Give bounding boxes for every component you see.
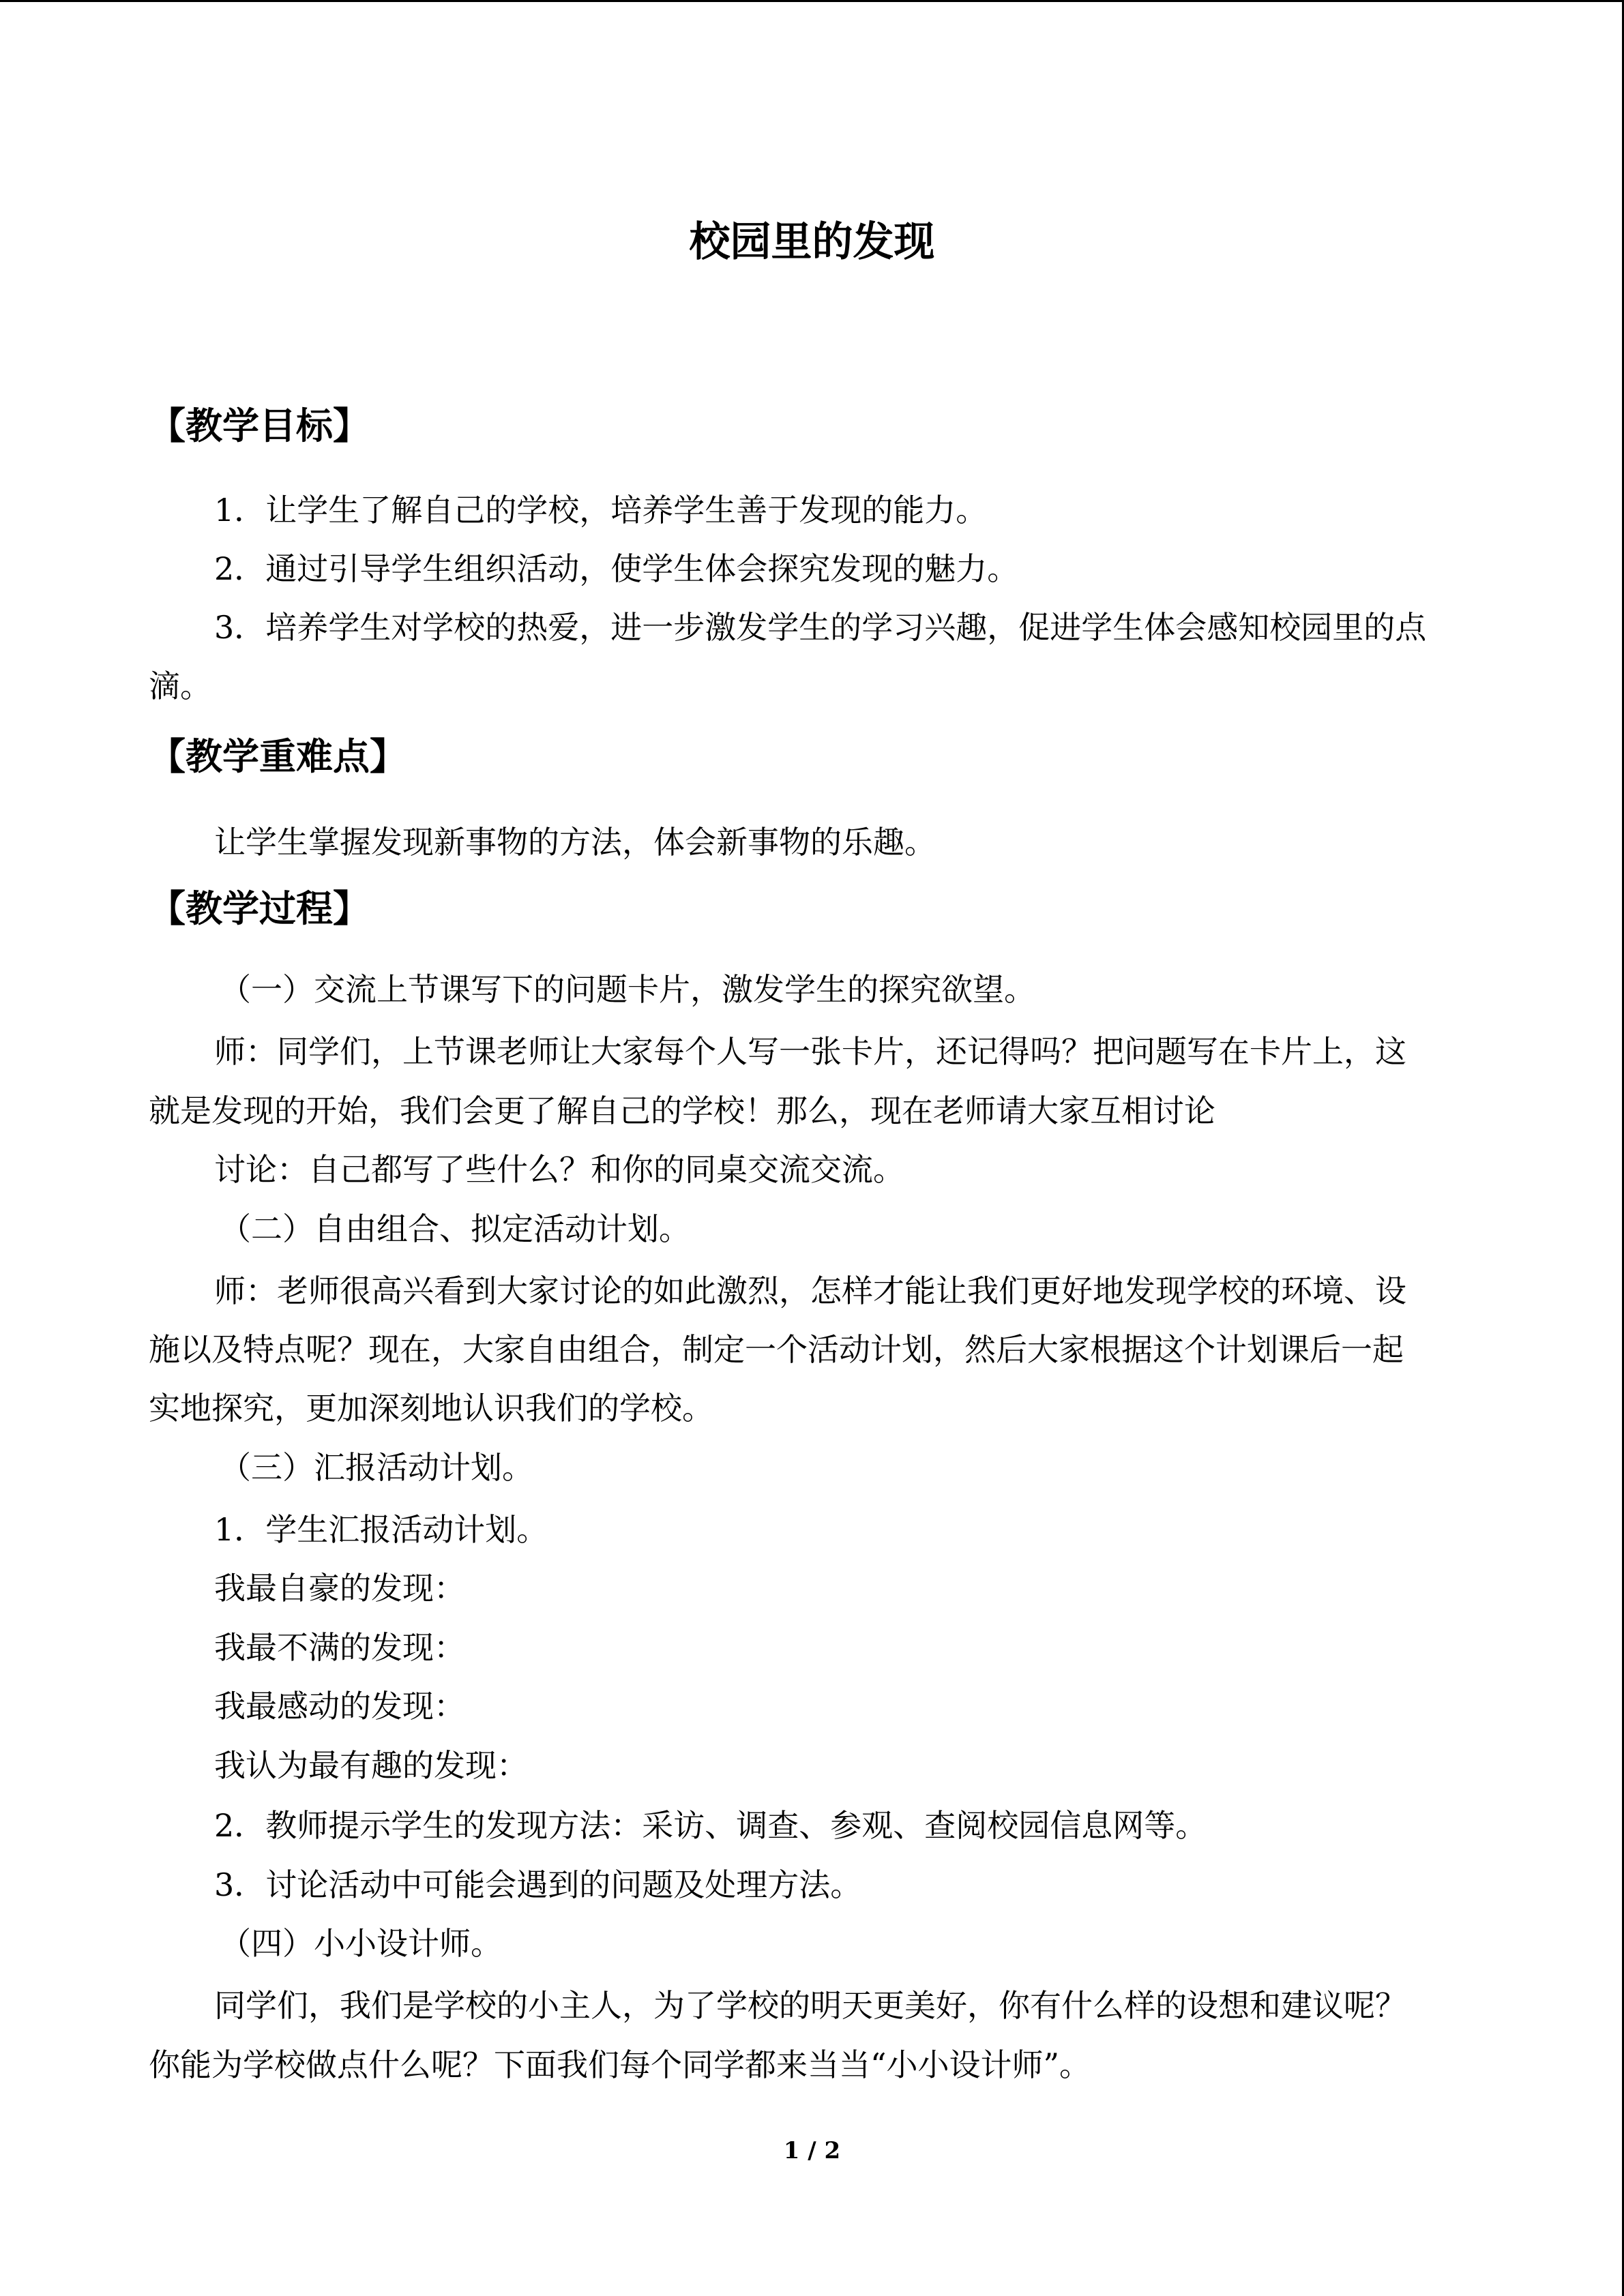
objective-line-3-cont: 滴。 — [149, 668, 211, 704]
process-line: 2．教师提示学生的发现方法：采访、调查、参观、查阅校园信息网等。 — [214, 1807, 1207, 1844]
section-heading-process: 【教学过程】 — [149, 886, 370, 930]
section-heading-key-points: 【教学重难点】 — [149, 734, 407, 778]
process-line: 施以及特点呢？现在，大家自由组合，制定一个活动计划，然后大家根据这个计划课后一起 — [149, 1331, 1404, 1368]
objective-line-1: 1．让学生了解自己的学校，培养学生善于发现的能力。 — [214, 492, 988, 528]
process-line: 我最自豪的发现： — [214, 1570, 465, 1607]
process-line: 同学们，我们是学校的小主人，为了学校的明天更美好，你有什么样的设想和建议呢？ — [214, 1987, 1406, 2024]
key-point-line-1: 让学生掌握发现新事物的方法，体会新事物的乐趣。 — [214, 824, 936, 861]
process-line: 师：同学们，上节课老师让大家每个人写一张卡片，还记得吗？把问题写在卡片上，这 — [214, 1033, 1406, 1070]
process-line: 讨论：自己都写了些什么？和你的同桌交流交流。 — [214, 1151, 904, 1188]
page-title: 校园里的发现 — [689, 218, 935, 266]
process-line: 我认为最有趣的发现： — [214, 1747, 528, 1784]
process-line: 就是发现的开始，我们会更了解自己的学校！那么，现在老师请大家互相讨论 — [149, 1092, 1215, 1129]
process-line: （四）小小设计师。 — [220, 1925, 502, 1962]
process-line: 你能为学校做点什么呢？下面我们每个同学都来当当“小小设计师”。 — [149, 2046, 1091, 2083]
process-line: 我最不满的发现： — [214, 1629, 465, 1666]
process-line: 实地探究，更加深刻地认识我们的学校。 — [149, 1390, 713, 1427]
process-line: （二）自由组合、拟定活动计划。 — [220, 1210, 690, 1247]
process-line: 我最感动的发现： — [214, 1688, 465, 1725]
section-heading-objectives: 【教学目标】 — [149, 404, 370, 447]
page-number: 1 / 2 — [783, 2137, 841, 2164]
process-line: 1．学生汇报活动计划。 — [214, 1511, 548, 1548]
process-line: （三）汇报活动计划。 — [220, 1449, 533, 1486]
objective-line-3: 3．培养学生对学校的热爱，进一步激发学生的学习兴趣，促进学生体会感知校园里的点 — [214, 609, 1427, 646]
objective-line-2: 2．通过引导学生组织活动，使学生体会探究发现的魅力。 — [214, 550, 1019, 587]
process-line: （一）交流上节课写下的问题卡片，激发学生的探究欲望。 — [220, 971, 1035, 1008]
process-line: 3．讨论活动中可能会遇到的问题及处理方法。 — [214, 1866, 862, 1903]
process-line: 师：老师很高兴看到大家讨论的如此激烈，怎样才能让我们更好地发现学校的环境、设 — [214, 1272, 1406, 1309]
